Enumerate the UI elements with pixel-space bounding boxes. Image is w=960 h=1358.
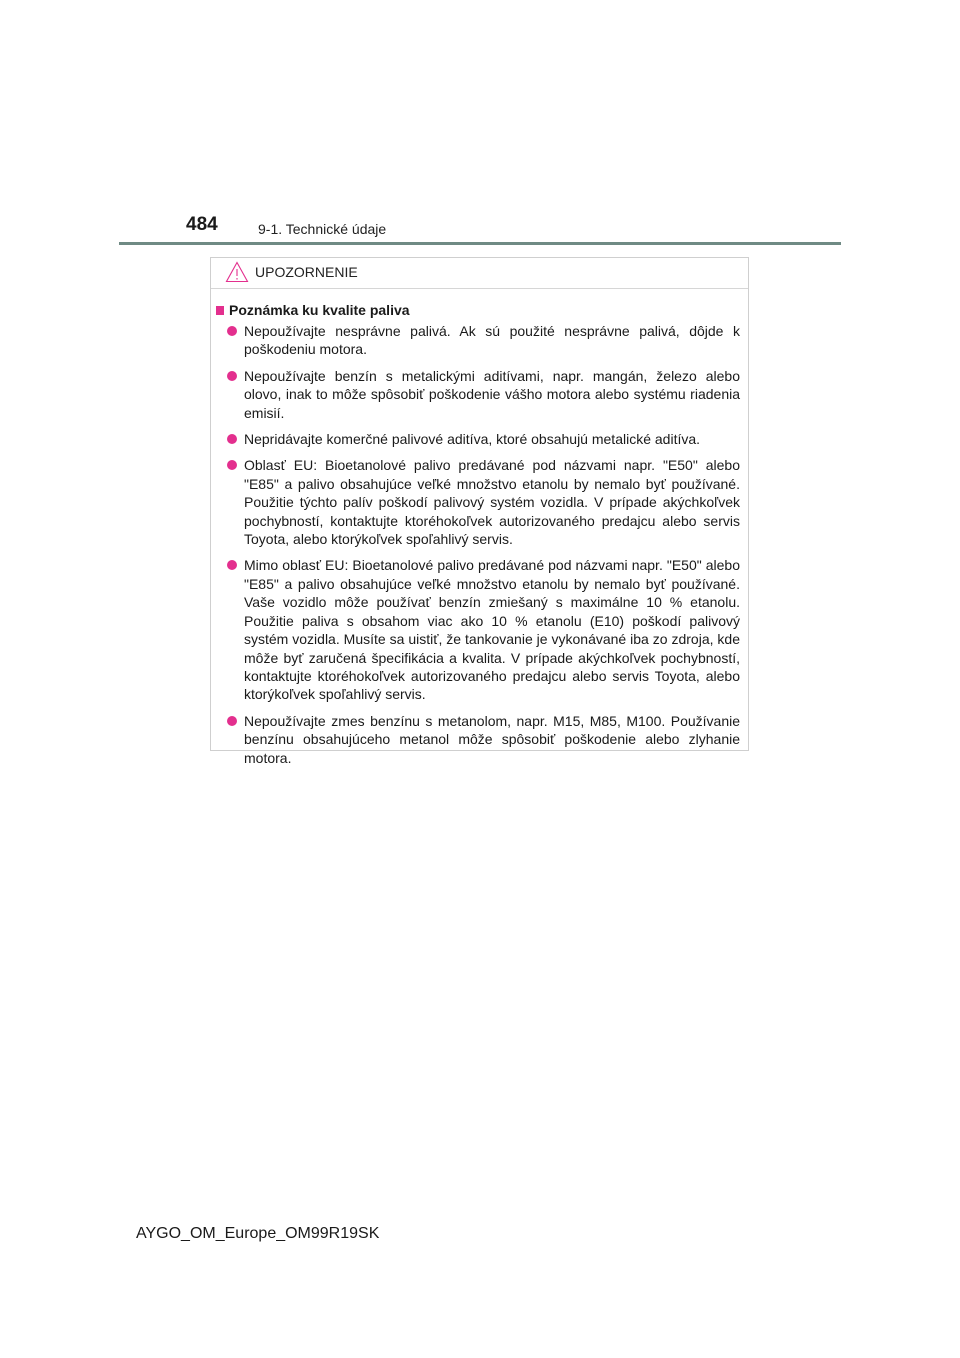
warning-body <box>211 289 748 767</box>
list-item <box>216 322 740 359</box>
bullet-dot-icon <box>227 460 237 470</box>
warning-triangle-icon <box>225 261 249 283</box>
warning-heading <box>216 301 740 319</box>
list-item-text: Nepoužívajte zmes benzínu s metanolom, napr. M15, M85, M100. Používanie benzínu obsahujúceho metanol môže spôsobiť poškodenie alebo zlyhanie motora. <box>244 712 740 766</box>
warning-heading-text: Poznámka ku kvalite paliva <box>229 302 410 318</box>
header-rule <box>119 242 841 245</box>
bullet-dot-icon <box>227 434 237 444</box>
bullet-dot-icon <box>227 326 237 336</box>
section-title: 9-1. Technické údaje <box>258 221 387 237</box>
list-item-text: Nepoužívajte benzín s metalickými aditívami, napr. mangán, železo alebo olovo, inak to môže spôsobiť poškodenie vášho motora alebo systému riadenia emisií. <box>244 367 740 421</box>
list-item <box>216 456 740 548</box>
bullet-dot-icon <box>227 371 237 381</box>
list-item-text: Nepoužívajte nesprávne palivá. Ak sú použité nesprávne palivá, dôjde k poškodeniu motora. <box>244 323 740 358</box>
list-item-text: Oblasť EU: Bioetanolové palivo predávané pod názvami napr. "E50" alebo "E85" a palivo obsahujúce veľké množstvo etanolu by nemalo byť používané. Použitie týchto palív poškodí palivový systém vozidla. V prípade akýchkoľvek pochybností, kontaktujte ktoréhokoľvek autorizovaného predajcu alebo servis Toyota, alebo ktorýkoľvek spoľahlivý servis. <box>244 457 740 548</box>
square-bullet-icon <box>216 306 224 315</box>
footer-doc-code: AYGO_OM_Europe_OM99R19SK <box>136 1225 380 1242</box>
list-item <box>216 430 740 448</box>
list-item <box>216 367 740 422</box>
warning-header <box>211 258 748 289</box>
list-item-text: Nepridávajte komerčné palivové aditíva, ktoré obsahujú metalické aditíva. <box>244 431 701 448</box>
list-item-text: Mimo oblasť EU: Bioetanolové palivo predávané pod názvami napr. "E50" alebo "E85" a palivo obsahujúce veľké množstvo etanolu by nemalo byť používané. Vaše vozidlo môže používať benzín zmiešaný s maximálne 10 % etanolu. Použitie paliva s obsahom viac ako 10 % etanolu (E10) poškodí palivový systém vozidla. Musíte sa uistiť, že tankovanie je vykonávané iba zo zdroja, kde môže byť zaručená špecifikácia a kvalita. V prípade akýchkoľvek pochybností, kontaktujte ktoréhokoľvek autorizovaného predajcu alebo servis Toyota, alebo ktorýkoľvek spoľahlivý servis. <box>244 557 740 703</box>
list-item <box>216 556 740 703</box>
list-item <box>216 712 740 767</box>
bullet-dot-icon <box>227 560 237 570</box>
warning-list <box>216 322 740 767</box>
warning-box <box>210 257 749 766</box>
warning-label: UPOZORNENIE <box>255 264 358 280</box>
bullet-dot-icon <box>227 716 237 726</box>
page-number: 484 <box>186 214 218 235</box>
